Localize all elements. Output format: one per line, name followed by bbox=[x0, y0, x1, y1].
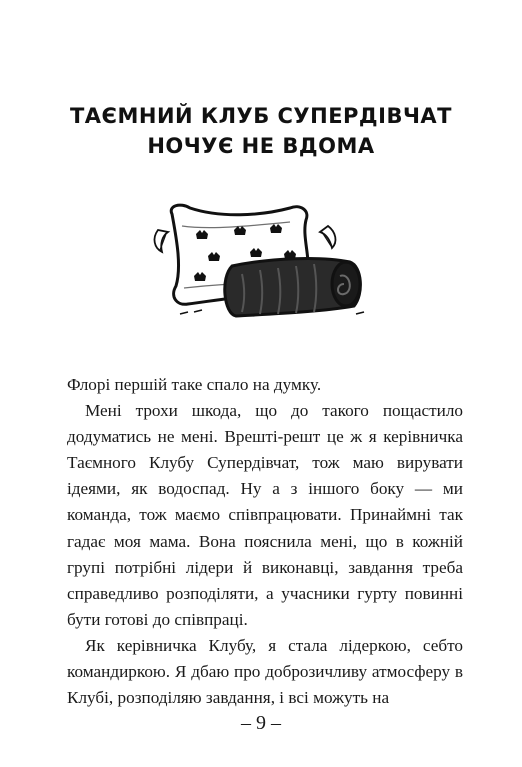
chapter-title-line-2: НОЧУЄ НЕ ВДОМА bbox=[147, 134, 375, 158]
feather-left bbox=[155, 230, 168, 252]
sleeping-bag-roll bbox=[225, 259, 361, 316]
page-number: – 9 – bbox=[241, 712, 281, 734]
paragraph: Флорі першій таке спало на думку. bbox=[67, 375, 322, 394]
pillow-and-sleeping-bag-illustration bbox=[150, 196, 370, 326]
paragraph: Мені трохи шкода, що до такого пощастило додуматись не мені. Врешті-решт це ж я керівничка Таємного Клубу Супердівчат, тож маю вирувати ідеями, як водоспад. Ну а з іншого боку — ми команда, тож маємо співпрацювати. Принаймні так гадає моя мама. Вона пояснила мені, що в кожній групі потрібні лідери й виконавці, завдання треба справедливо розподіляти, а учасники гурту повинні бути готові до співпраці. bbox=[67, 401, 463, 629]
body-text bbox=[67, 372, 463, 711]
feather-right bbox=[320, 226, 335, 248]
paragraph: Як керівничка Клубу, я стала лідеркою, себто командиркою. Я дбаю про доброзичливу атмосферу в Клубі, розподіляю завдання, і всі можуть на bbox=[67, 635, 463, 708]
chapter-title-line-1: ТАЄМНИЙ КЛУБ СУПЕРДІВЧАТ bbox=[69, 104, 453, 128]
chapter-title bbox=[0, 101, 522, 161]
